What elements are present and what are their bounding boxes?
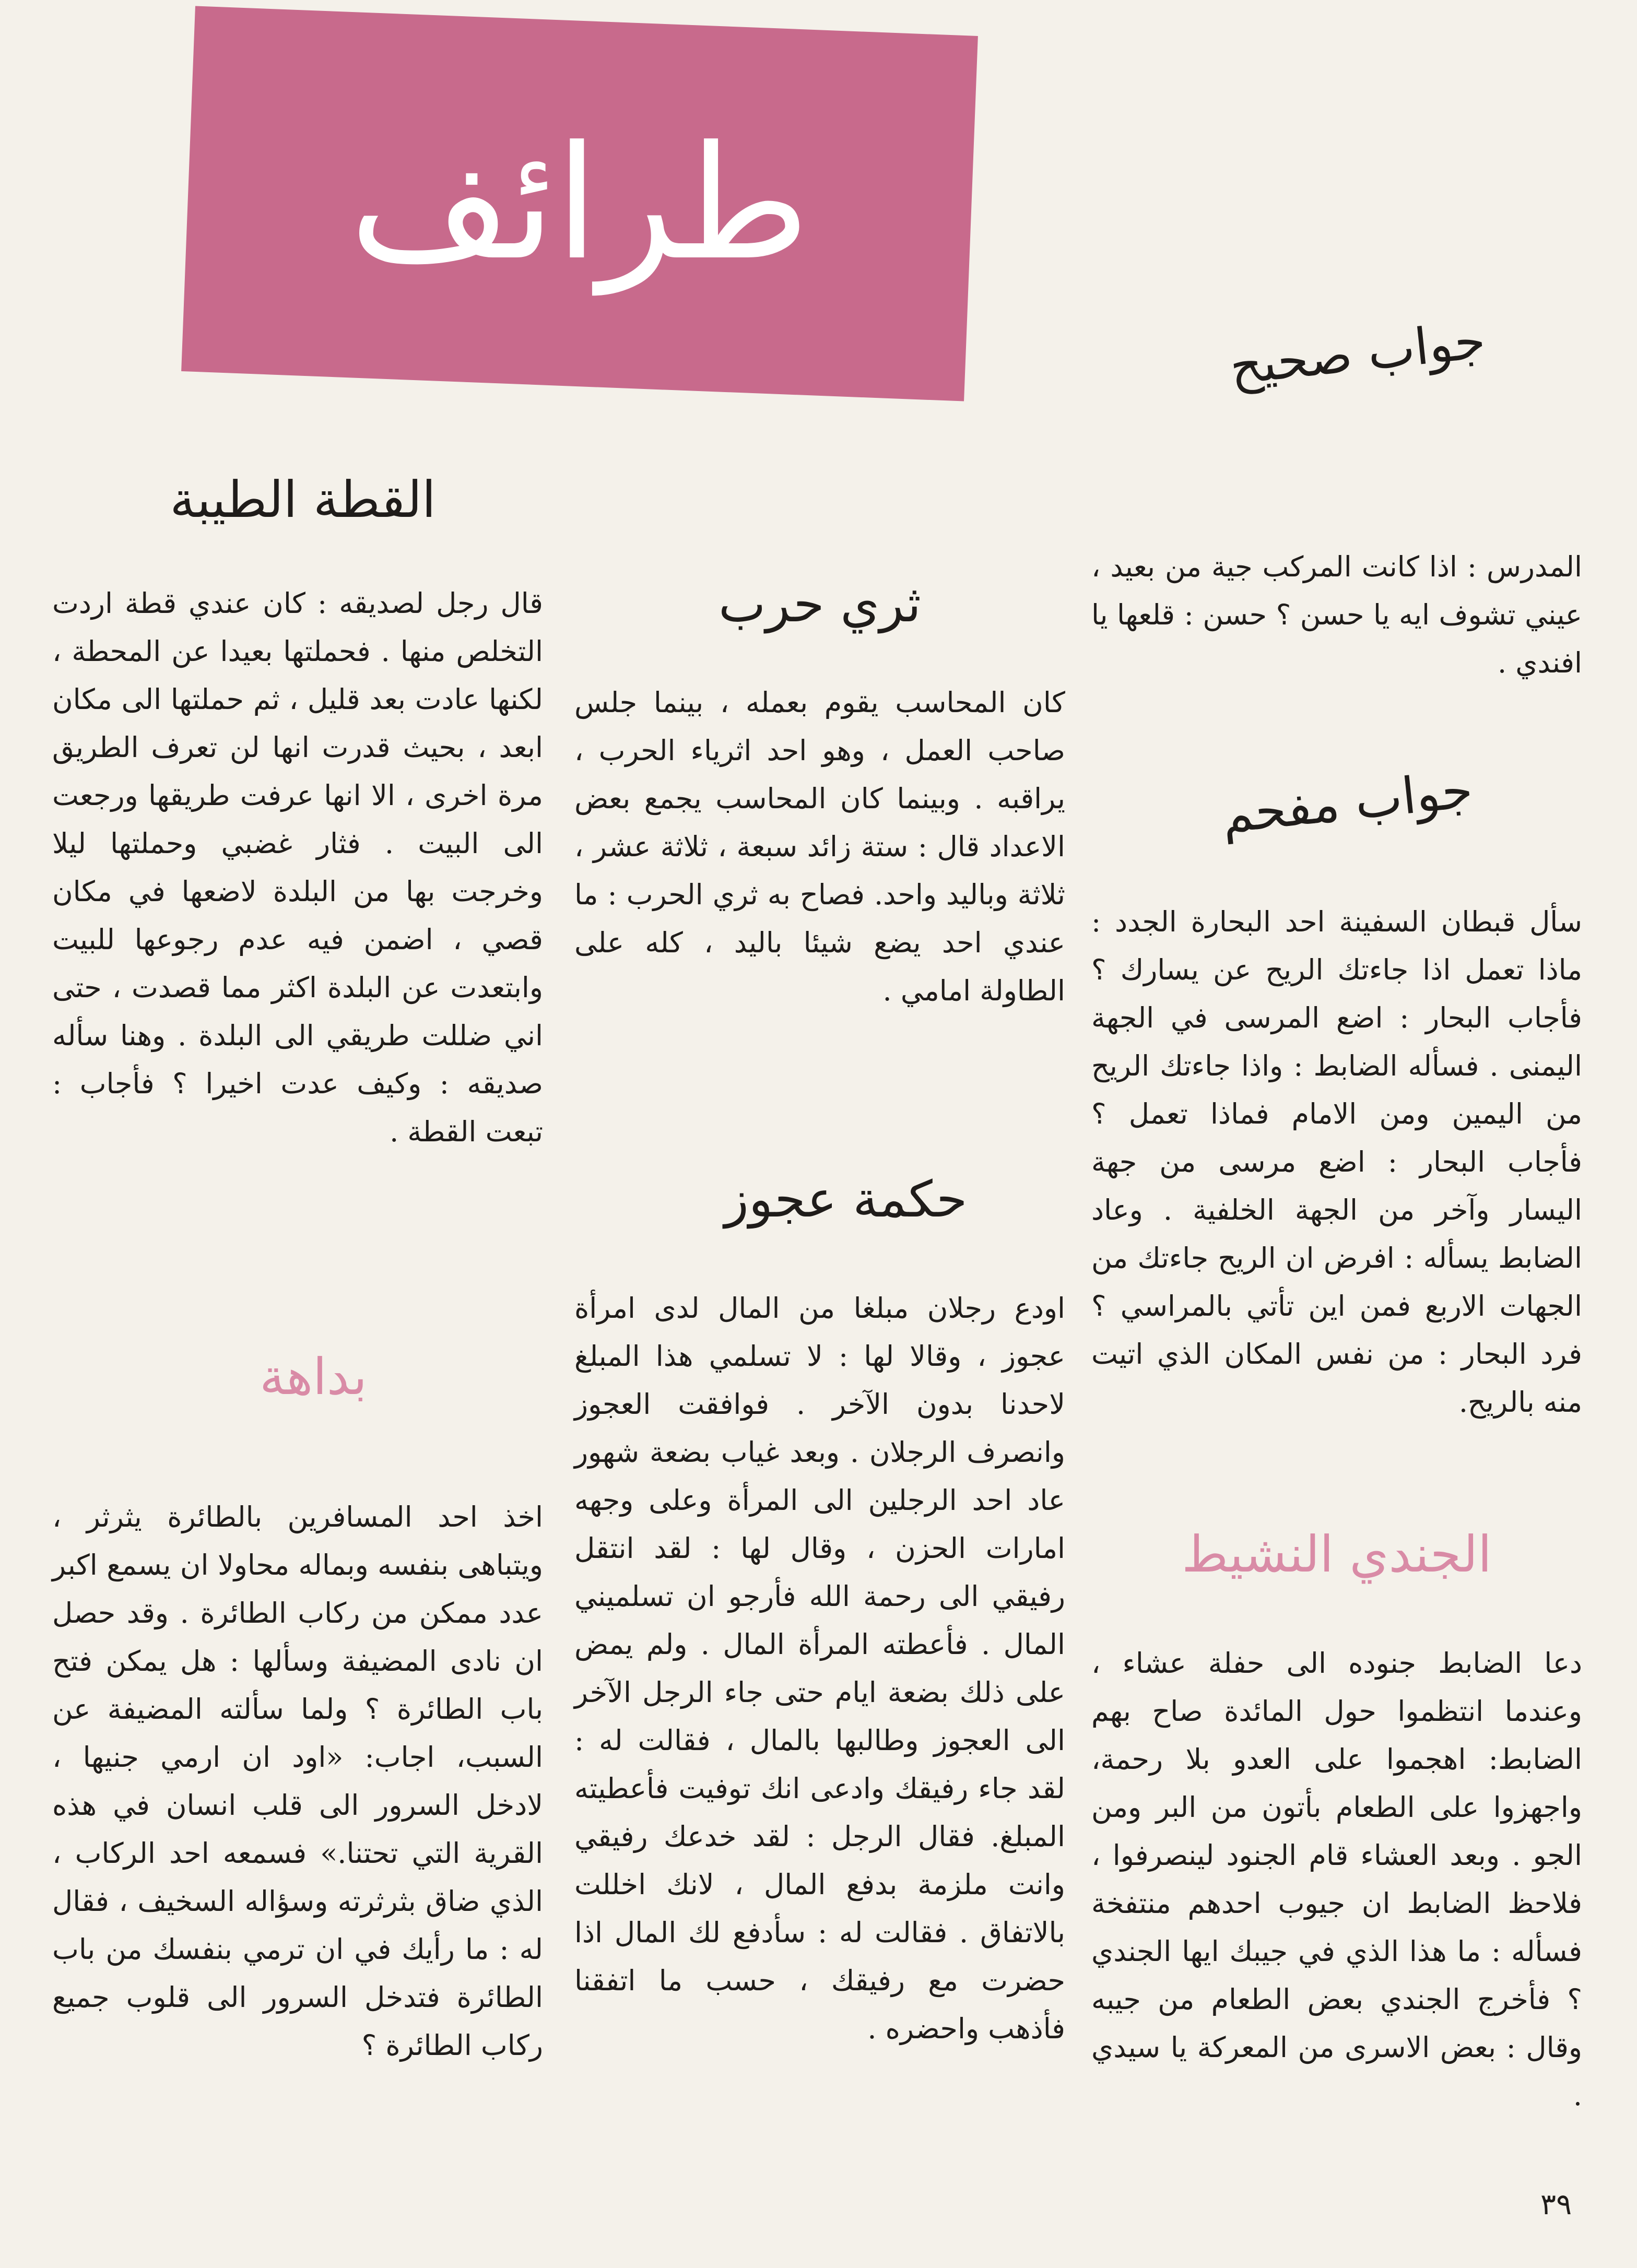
article-wit: [52, 1493, 543, 2070]
article-text: دعا الضابط جنوده الى حفلة عشاء ، وعندما انتظموا حول المائدة صاح بهم الضابط: اهجموا على العدو بلا رحمة، واجهزوا على الطعام بأتون من البر ومن الجو . وبعد العشاء قام الجنود لينصرفوا ، فلاحظ الضابط ان جيوب احدهم منتفخة فسأله : ما هذا الذي في جيبك ايها الجندي ؟ فأخرج الجندي بعض الطعام من جيبه وقال : بعض الاسرى من المعركة يا سيدي .: [1091, 1647, 1582, 2112]
heading-old-woman-wisdom: حكمة عجوز: [724, 1170, 968, 1229]
heading-war-profiteer: ثري حرب: [718, 575, 922, 633]
heading-wit: بداهة: [260, 1348, 367, 1406]
heading-good-cat: القطة الطيبة: [170, 470, 436, 529]
article-war-profiteer: [574, 679, 1065, 1015]
article-good-cat: [52, 580, 543, 1156]
article-text: اخذ احد المسافرين بالطائرة يثرثر ، ويتباهى بنفسه وبماله محاولا ان يسمع اكبر عدد ممكن من ركاب الطائرة . وقد حصل ان نادى المضيفة وسألها : هل يمكن فتح باب الطائرة ؟ ولما سألته المضيفة عن السبب، اجاب: «اود ان ارمي جنيها ، لادخل السرور الى قلب انسان في هذه القرية التي تحتنا.» فسمعه احد الركاب ، الذي ضاق بثرثرته وسؤاله السخيف ، فقال له : ما رأيك في ان ترمي بنفسك من باب الطائرة فتدخل السرور الى قلوب جميع ركاب الطائرة ؟: [52, 1501, 543, 2062]
article-text: كان المحاسب يقوم بعمله ، بينما جلس صاحب العمل ، وهو احد اثرياء الحرب ، يراقبه . وبينما كان المحاسب يجمع بعض الاعداد قال : ستة زائد سبعة ، ثلاثة عشر ، ثلاثة وباليد واحد. فصاح به ثري الحرب : ما عندي احد يضع شيئا باليد ، كله على الطاولة امامي .: [574, 686, 1065, 1007]
heading-active-soldier: الجندي النشيط: [1182, 1525, 1492, 1584]
article-text: المدرس : اذا كانت المركب جية من بعيد ، عيني تشوف ايه يا حسن ؟ حسن : قلعها يا افندي .: [1091, 550, 1582, 679]
article-text: اودع رجلان مبلغا من المال لدى امرأة عجوز ، وقالا لها : لا تسلمي هذا المبلغ لاحدنا بدون الآخر . فوافقت العجوز وانصرف الرجلان . وبعد غياب بضعة شهور عاد احد الرجلين الى المرأة وعلى وجهه امارات الحزن ، وقال لها : لقد انتقل رفيقي الى رحمة الله فأرجو ان تسلميني المال . فأعطته المرأة المال . ولم يمض على ذلك بضعة ايام حتى جاء الرجل الآخر الى العجوز وطالبها بالمال ، فقالت له : لقد جاء رفيقك وادعى انك توفيت فأعطيته المبلغ. فقال الرجل : لقد خدعك رفيقي وانت ملزمة بدفع المال ، لانك اخللت بالاتفاق . فقالت له : سأدفع لك المال اذا حضرت مع رفيقك ، حسب ما اتفقنا فأذهب واحضره .: [574, 1292, 1065, 2045]
page-number: ٣٩: [1540, 2188, 1572, 2222]
article-correct-answer: [1091, 543, 1582, 687]
heading-decisive-answer: جواب مفحم: [1219, 760, 1476, 845]
heading-correct-answer: جواب صحيح: [1227, 311, 1488, 396]
masthead-title: طرائف: [349, 112, 810, 294]
article-text: سأل قبطان السفينة احد البحارة الجدد : ماذا تعمل اذا جاءتك الريح عن يسارك ؟ فأجاب البحار : اضع المرسى في الجهة اليمنى . فسأله الضابط : واذا جاءتك الريح من اليمين ومن الامام فماذا تعمل ؟ فأجاب البحار : اضع مرسى من جهة اليسار وآخر من الجهة الخلفية . وعاد الضابط يسأله : افرض ان الريح جاءتك من الجهات الاربع فمن اين تأتي بالمراسي ؟ فرد البحار : من نفس المكان الذي اتيت منه بالريح.: [1091, 905, 1583, 1419]
article-text: قال رجل لصديقه : كان عندي قطة اردت التخلص منها . فحملتها بعيدا عن المحطة ، لكنها عادت بعد قليل ، ثم حملتها الى مكان ابعد ، بحيث قدرت انها لن تعرف الطريق مرة اخرى ، الا انها عرفت طريقها ورجعت الى البيت . فثار غضبي وحملتها ليلا وخرجت بها من البلدة لاضعها في مكان قصي ، اضمن فيه عدم رجوعها للبيت وابتعدت عن البلدة اكثر مما قصدت ، حتى اني ضللت طريقي الى البلدة . وهنا سأله صديقه : وكيف عدت اخيرا ؟ فأجاب : تبعت القطة .: [52, 587, 543, 1148]
masthead-banner: [181, 6, 978, 401]
article-active-soldier: [1091, 1639, 1582, 2120]
article-decisive-answer: [1091, 898, 1582, 1426]
article-old-woman-wisdom: [574, 1284, 1065, 2053]
